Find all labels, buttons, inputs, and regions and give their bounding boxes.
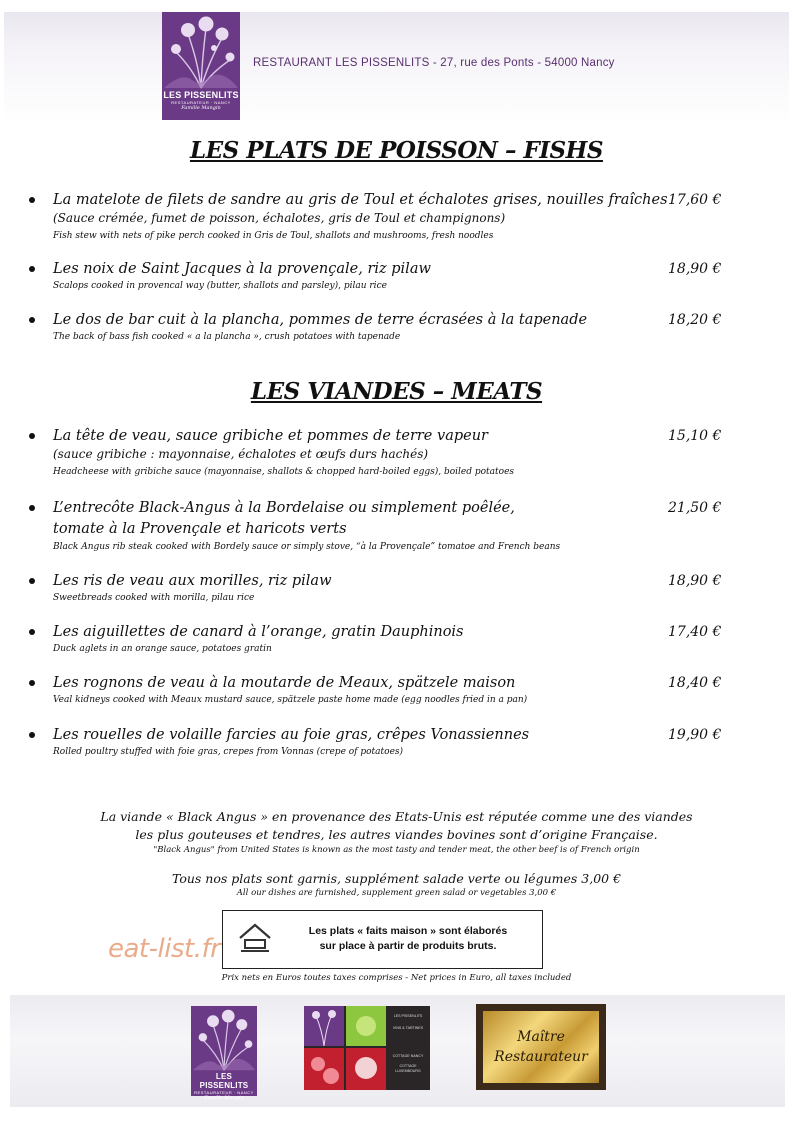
prices-note: Prix nets en Euros toutes taxes comprises - Net prices in Euro, all taxes included xyxy=(221,973,572,983)
dish-english: Black Angus rib steak cooked with Bordely sauce or simply stove, “à la Provençale” tomatoe and French beans xyxy=(53,542,561,552)
dish-english: Headcheese with gribiche sauce (mayonnaise, shallots & chopped hard-boiled eggs), boiled potatoes xyxy=(53,467,515,477)
bullet xyxy=(29,505,35,511)
dish-name: L’entrecôte Black-Angus à la Bordelaise ou simplement poêlée, xyxy=(53,500,515,516)
logo-name: LES PISSENLITS xyxy=(163,90,239,100)
logo-name: LES PISSENLITS xyxy=(199,1072,249,1090)
tile-label-1: LES PISSENLITS xyxy=(393,1014,423,1018)
dish-name: Les noix de Saint Jacques à la provençale, riz pilaw xyxy=(53,261,431,277)
dish-english: Sweetbreads cooked with morilla, pilau rice xyxy=(53,593,255,603)
dish-english: Duck aglets in an orange sauce, potatoes gratin xyxy=(53,644,272,654)
dish-price: 18,90 € xyxy=(668,261,722,277)
logo-signature: Famille Mangin xyxy=(181,105,221,111)
tile-red-2 xyxy=(346,1048,386,1090)
dish-price: 19,90 € xyxy=(668,727,722,743)
tile-label-3: COTTAGE NANCY xyxy=(392,1054,424,1058)
dish-price: 18,20 € xyxy=(668,312,722,328)
maitre-restaurateur-plaque xyxy=(476,1004,606,1090)
dandelion-icon xyxy=(304,1006,344,1046)
logo-subtitle: RESTAURATEUR · NANCY xyxy=(194,1090,254,1095)
fait-maison-box xyxy=(222,910,543,969)
dish-name: La tête de veau, sauce gribiche et pommes de terre vapeur xyxy=(53,428,488,444)
bullet xyxy=(29,197,35,203)
dish-english: Veal kidneys cooked with Meaux mustard sauce, spätzele paste home made (egg noodles fried in a pan) xyxy=(53,695,528,705)
dish-price: 21,50 € xyxy=(668,500,722,516)
watermark: eat-list.fr xyxy=(108,934,221,964)
dandelion-icon xyxy=(191,1006,257,1072)
bullet xyxy=(29,680,35,686)
dish-name-line2: tomate à la Provençale et haricots verts xyxy=(53,521,347,537)
angus-note-fr-2: les plus gouteuses et tendres, les autres viandes bovines sont d’origine Française. xyxy=(135,827,658,842)
garnish-note-en: All our dishes are furnished, supplement green salad or vegetables 3,00 € xyxy=(236,888,557,898)
bullet xyxy=(29,732,35,738)
flower-icon xyxy=(304,1048,344,1090)
dandelion-icon xyxy=(162,12,240,90)
angus-note-en: "Black Angus" from United States is known as the most tasty and tender meat, the other beef is of French origin xyxy=(153,845,640,855)
angus-note-fr-1: La viande « Black Angus » en provenance des Etats-Unis est réputée comme une des viandes xyxy=(100,809,693,824)
logo-signature: Famille Mangin xyxy=(204,1095,244,1101)
plaque-line-1: Maître xyxy=(517,1029,565,1045)
grapes-icon xyxy=(346,1048,386,1090)
bullet xyxy=(29,629,35,635)
fait-maison-line-2: sur place à partir de produits bruts. xyxy=(319,940,497,952)
fait-maison-line-1: Les plats « faits maison » sont élaborés xyxy=(308,925,508,937)
tile-label-4: COTTAGE LUXEMBOURG xyxy=(395,1064,421,1073)
dish-price: 18,40 € xyxy=(668,675,722,691)
dish-price: 17,60 € xyxy=(668,192,722,208)
dish-english: Rolled poultry stuffed with foie gras, crepes from Vonnas (crepe of potatoes) xyxy=(53,747,404,757)
dish-description: (sauce gribiche : mayonnaise, échalotes et œufs durs hachés) xyxy=(53,447,429,461)
restaurant-logo xyxy=(162,12,240,120)
plaque-text xyxy=(483,1027,599,1067)
garnish-note-fr: Tous nos plats sont garnis, supplément salade verte ou légumes 3,00 € xyxy=(171,871,622,886)
dish-english: Fish stew with nets of pike perch cooked in Gris de Toul, shallots and mushrooms, fresh noodles xyxy=(53,231,494,241)
fait-maison-text xyxy=(283,924,533,954)
logo-subtitle: RESTAURATEUR · NANCY xyxy=(171,100,231,105)
tile-label-2: VINS & TARTINES xyxy=(392,1026,424,1030)
dish-price: 15,10 € xyxy=(668,428,722,444)
plaque-line-2: Restaurateur xyxy=(494,1049,588,1065)
house-icon xyxy=(237,922,273,956)
dish-name: Les aiguillettes de canard à l’orange, gratin Dauphinois xyxy=(53,624,464,640)
dish-english: Scalops cooked in provencal way (butter, shallots and parsley), pilau rice xyxy=(53,281,387,291)
dish-price: 17,40 € xyxy=(668,624,722,640)
plaque-gold xyxy=(483,1011,599,1083)
dish-name: Les rognons de veau à la moutarde de Meaux, spätzele maison xyxy=(53,675,516,691)
meats-section-title: LES VIANDES – MEATS xyxy=(250,378,543,405)
dish-name: Le dos de bar cuit à la plancha, pommes de terre écrasées à la tapenade xyxy=(53,312,588,328)
bullet xyxy=(29,578,35,584)
tile-green xyxy=(346,1006,386,1046)
dish-name: Les ris de veau aux morilles, riz pilaw xyxy=(53,573,332,589)
bullet xyxy=(29,266,35,272)
partner-tiles xyxy=(304,1006,430,1090)
tile-red xyxy=(304,1048,344,1090)
restaurant-address: RESTAURANT LES PISSENLITS - 27, rue des Ponts - 54000 Nancy xyxy=(253,57,615,69)
dish-name: Les rouelles de volaille farcies au foie gras, crêpes Vonassiennes xyxy=(53,727,530,743)
bullet xyxy=(29,433,35,439)
dish-description: (Sauce crémée, fumet de poisson, échalotes, gris de Toul et champignons) xyxy=(53,211,506,225)
fish-section-title: LES PLATS DE POISSON – FISHS xyxy=(189,137,603,164)
leaf-icon xyxy=(346,1006,386,1046)
dish-name: La matelote de filets de sandre au gris de Toul et échalotes grises, nouilles fraîches xyxy=(53,192,668,208)
tile-purple xyxy=(304,1006,344,1046)
dish-english: The back of bass fish cooked « a la plancha », crush potatoes with tapenade xyxy=(53,332,401,342)
bullet xyxy=(29,317,35,323)
dish-price: 18,90 € xyxy=(668,573,722,589)
footer-logo xyxy=(191,1006,257,1101)
